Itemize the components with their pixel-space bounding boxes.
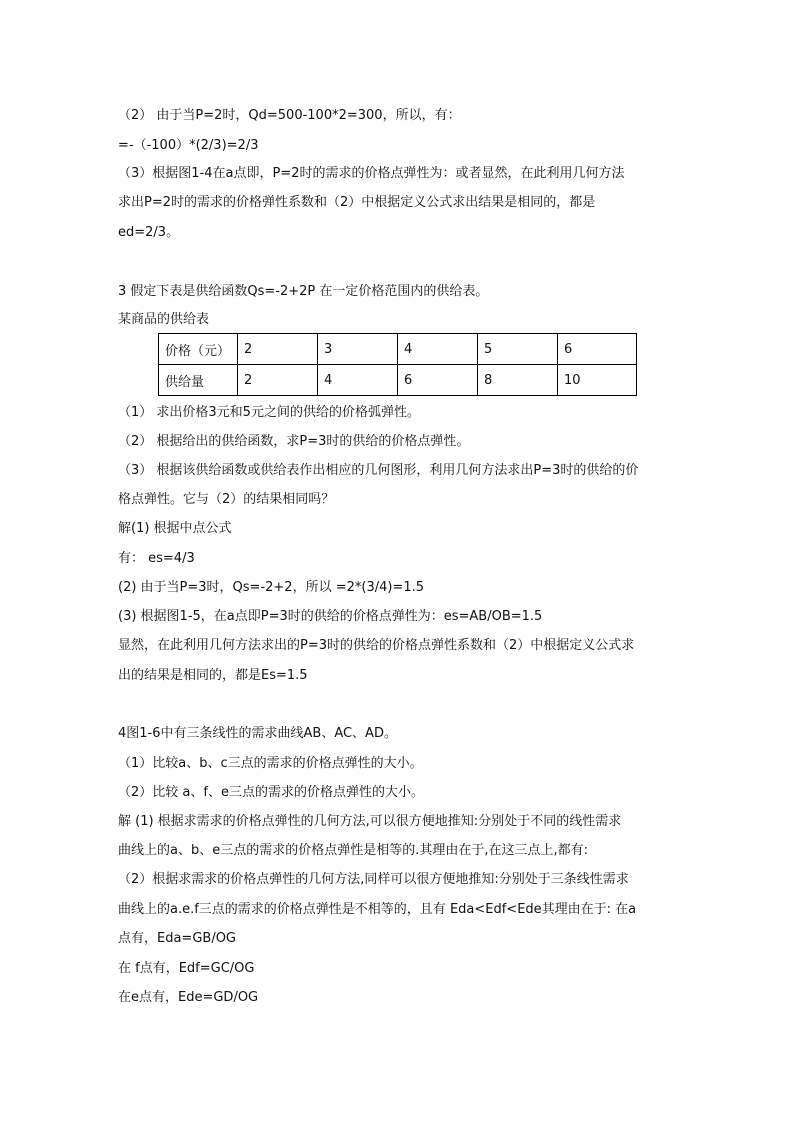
text-line: 某商品的供给表 — [118, 312, 210, 327]
text-line: 在e点有，Ede=GD/OG — [118, 990, 259, 1005]
text-line: （2） 由于当P=2时，Qd=500-100*2=300，所以，有： — [118, 108, 461, 123]
text-line: (2) 由于当P=3时，Qs=-2+2，所以 =2*(3/4)=1.5 — [118, 580, 425, 595]
text-line: (3) 根据图1-5，在a点即P=3时的供给的价格点弹性为：es=AB/OB=1.5 — [118, 609, 543, 624]
text-line: 显然，在此利用几何方法求出的P=3时的供给的价格点弹性系数和（2）中根据定义公式求 — [118, 638, 635, 653]
text-line: 点有，Eda=GB/OG — [118, 931, 237, 946]
text-line: （3） 根据该供给函数或供给表作出相应的几何图形，利用几何方法求出P=3时的供给的价 — [118, 463, 639, 478]
table-cell: 6 — [558, 334, 637, 365]
text-line: 3 假定下表是供给函数Qs=-2+2P 在一定价格范围内的供给表。 — [118, 284, 489, 299]
table-cell: 5 — [478, 334, 558, 365]
text-line: （3）根据图1-4在a点即，P=2时的需求的价格点弹性为：或者显然，在此利用几何方法 — [118, 166, 625, 181]
table-cell: 2 — [238, 334, 318, 365]
text-line: 求出P=2时的需求的价格弹性系数和（2）中根据定义公式求出结果是相同的，都是 — [118, 195, 596, 210]
text-line: 曲线上的a、b、e三点的需求的价格点弹性是相等的.其理由在于,在这三点上,都有: — [118, 843, 588, 858]
supply-table — [158, 333, 637, 396]
text-line: 解(1) 根据中点公式 — [118, 521, 232, 536]
table-cell: 2 — [238, 365, 318, 396]
text-line: （1）比较a、b、c三点的需求的价格点弹性的大小。 — [118, 756, 423, 771]
text-line: 曲线上的a.e.f三点的需求的价格点弹性是不相等的，且有 Eda<Edf<Ede其理由在于: 在a — [118, 902, 637, 917]
text-line: 在 f点有，Edf=GC/OG — [118, 961, 255, 976]
text-line: （1） 求出价格3元和5元之间的供给的价格弧弹性。 — [118, 405, 420, 420]
table-cell: 3 — [318, 334, 398, 365]
table-cell: 8 — [478, 365, 558, 396]
text-line: （2）比较 a、f、e三点的需求的价格点弹性的大小。 — [118, 785, 424, 800]
text-line: 4图1-6中有三条线性的需求曲线AB、AC、AD。 — [118, 726, 397, 741]
table-cell: 6 — [398, 365, 478, 396]
table-row-quantity — [159, 365, 637, 396]
text-line: 有： es=4/3 — [118, 551, 195, 566]
text-line: 格点弹性。它与（2）的结果相同吗？ — [118, 492, 335, 507]
text-line: 解 (1) 根据求需求的价格点弹性的几何方法,可以很方便地推知:分别处于不同的线性需求 — [118, 814, 622, 829]
table-cell: 4 — [318, 365, 398, 396]
text-line: （2）根据求需求的价格点弹性的几何方法,同样可以很方便地推知:分别处于三条线性需求 — [118, 872, 629, 887]
text-line: ed=2/3。 — [118, 225, 180, 240]
text-line: =-（-100）*(2/3)=2/3 — [118, 138, 259, 153]
text-line: 出的结果是相同的，都是Es=1.5 — [118, 668, 308, 683]
table-cell: 价格（元） — [159, 334, 238, 365]
table-cell: 供给量 — [159, 365, 238, 396]
table-row-price — [159, 334, 637, 365]
table-cell: 10 — [558, 365, 637, 396]
table-cell: 4 — [398, 334, 478, 365]
text-line: （2） 根据给出的供给函数，求P=3时的供给的价格点弹性。 — [118, 434, 470, 449]
